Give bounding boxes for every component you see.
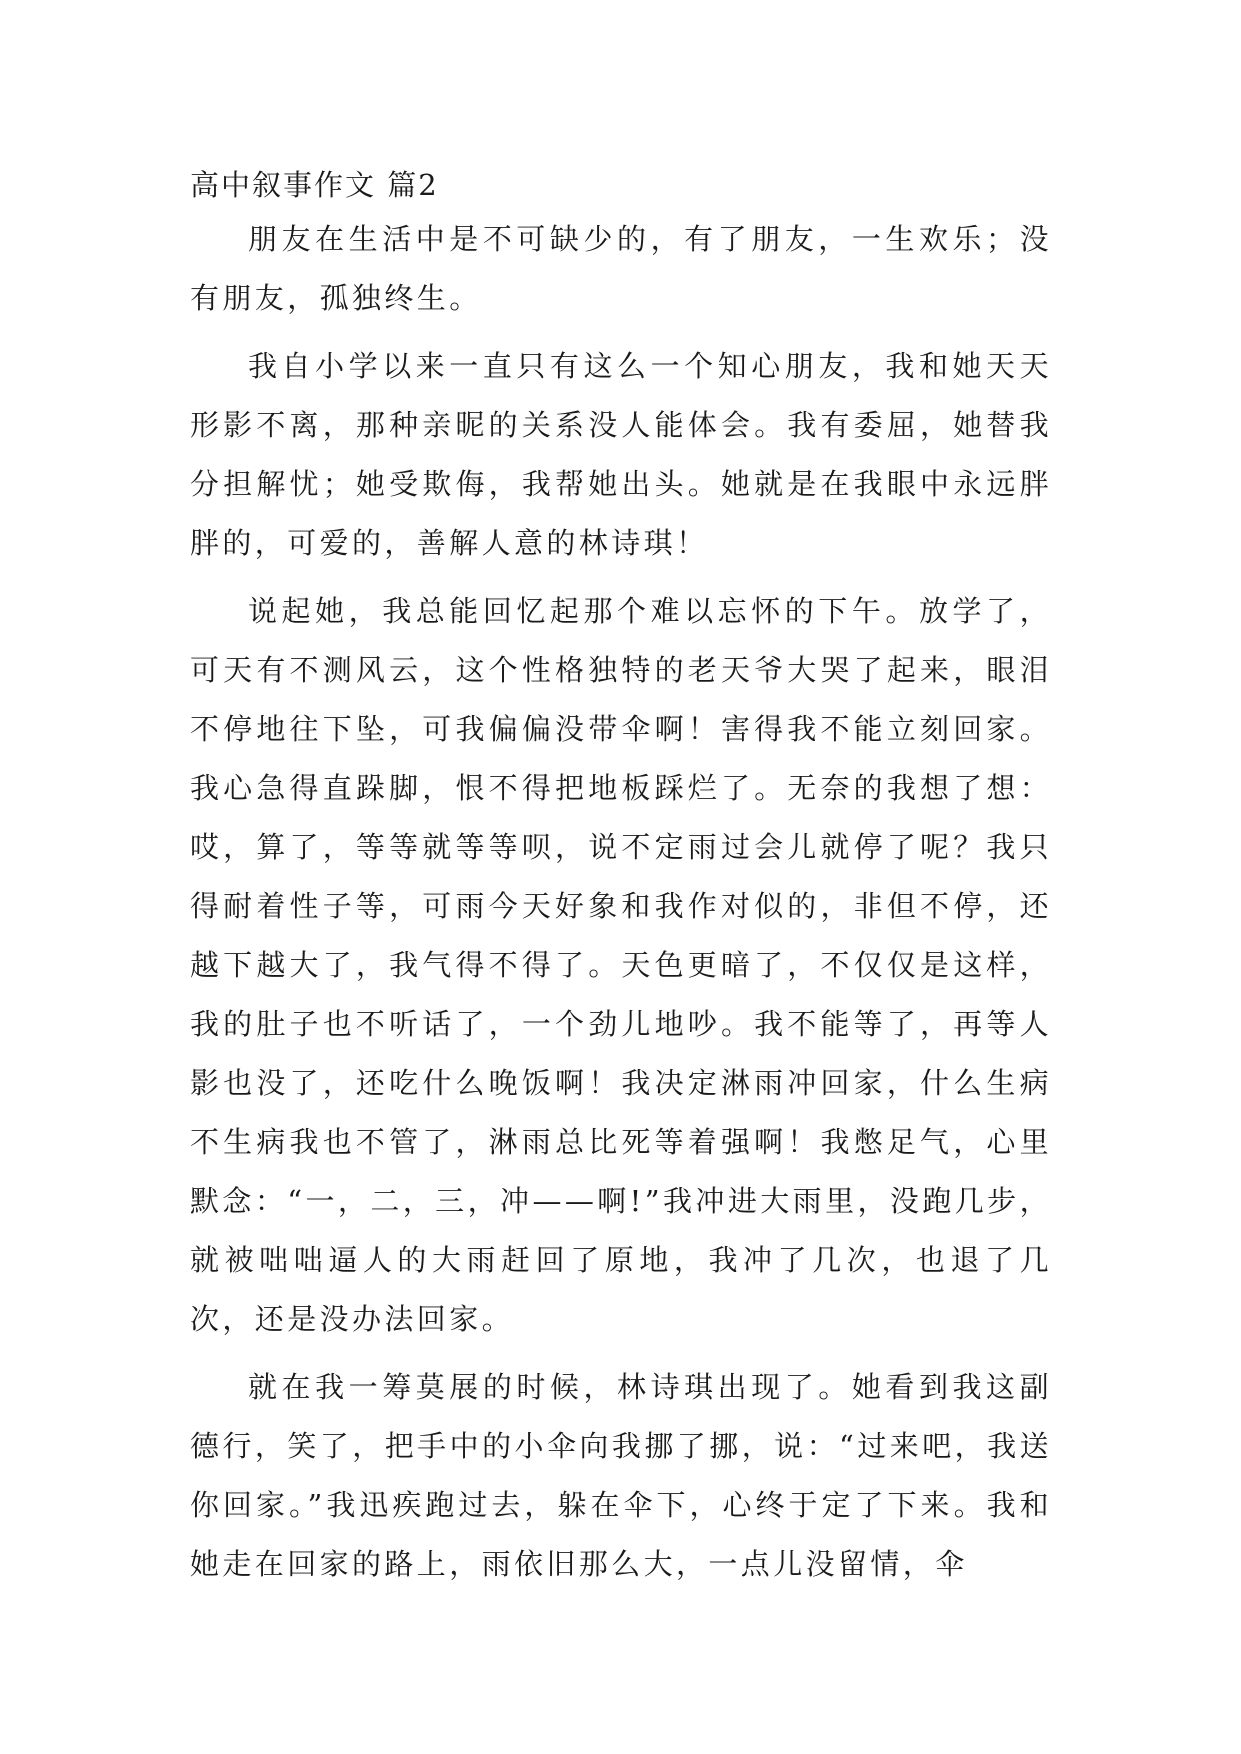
document-body (190, 160, 1052, 1603)
essay-heading: 高中叙事作文 篇2 (190, 168, 439, 202)
paragraph-4: 就在我一筹莫展的时候，林诗琪出现了。她看到我这副德行，笑了，把手中的小伞向我挪了挪，说：“过来吧，我送你回家。”我迅疾跑过去，躲在伞下，心终于定了下来。我和她走在回家的路上，雨依旧那么大，一点儿没留情，伞 (190, 1370, 1052, 1581)
paragraph-2: 我自小学以来一直只有这么一个知心朋友，我和她天天形影不离，那种亲昵的关系没人能体会。我有委屈，她替我分担解忧；她受欺侮，我帮她出头。她就是在我眼中永远胖胖的，可爱的，善解人意的林诗琪！ (190, 349, 1052, 560)
paragraph-1: 朋友在生活中是不可缺少的，有了朋友，一生欢乐；没有朋友，孤独终生。 (190, 222, 1052, 315)
paragraph-3: 说起她，我总能回忆起那个难以忘怀的下午。放学了，可天有不测风云，这个性格独特的老天爷大哭了起来，眼泪不停地往下坠，可我偏偏没带伞啊！害得我不能立刻回家。我心急得直跺脚，恨不得把地板踩烂了。无奈的我想了想：哎，算了，等等就等等呗，说不定雨过会儿就停了呢？我只得耐着性子等，可雨今天好象和我作对似的，非但不停，还越下越大了，我气得不得了。天色更暗了，不仅仅是这样，我的肚子也不听话了，一个劲儿地吵。我不能等了，再等人影也没了，还吃什么晚饭啊！我决定淋雨冲回家，什么生病不生病我也不管了，淋雨总比死等着强啊！我憋足气，心里默念：“一，二，三，冲——啊!”我冲进大雨里，没跑几步，就被咄咄逼人的大雨赶回了原地，我冲了几次，也退了几次，还是没办法回家。 (190, 594, 1052, 1336)
